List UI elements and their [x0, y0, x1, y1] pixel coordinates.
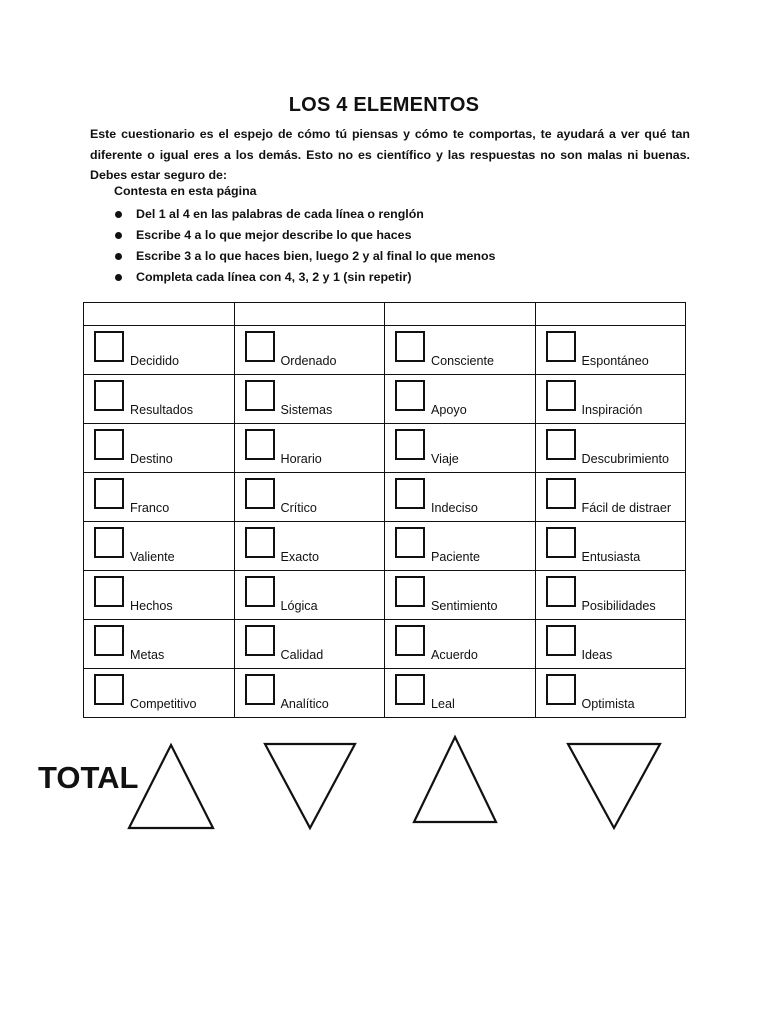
- answer-cell: [535, 620, 686, 669]
- answer-cell: [84, 473, 235, 522]
- word-label: Crítico: [280, 501, 317, 515]
- answer-box[interactable]: [245, 478, 275, 509]
- bullet-icon: [115, 232, 122, 239]
- answer-cell: [84, 522, 235, 571]
- word-label: Fácil de distraer: [581, 501, 672, 515]
- answer-cell: [234, 669, 385, 718]
- bullet-icon: [115, 274, 122, 281]
- elements-table: [83, 302, 686, 718]
- answer-box[interactable]: [546, 527, 576, 558]
- word-label: Calidad: [280, 648, 324, 662]
- answer-cell: [385, 620, 536, 669]
- table-row: [84, 571, 686, 620]
- answer-box[interactable]: [546, 625, 576, 656]
- bullet-icon: [115, 253, 122, 260]
- page-title: LOS 4 ELEMENTOS: [288, 94, 480, 116]
- answer-box[interactable]: [395, 576, 425, 607]
- table-row: [84, 669, 686, 718]
- table-row: [84, 473, 686, 522]
- word-label: Viaje: [431, 452, 459, 466]
- header-cell: [535, 303, 686, 326]
- word-label: Valiente: [130, 550, 175, 564]
- word-label: Entusiasta: [581, 550, 641, 564]
- answer-box[interactable]: [395, 331, 425, 362]
- answer-cell: [84, 424, 235, 473]
- table-row: [84, 522, 686, 571]
- word-label: Metas: [130, 648, 165, 662]
- answer-box[interactable]: [546, 380, 576, 411]
- word-label: Acuerdo: [431, 648, 478, 662]
- answer-cell: [84, 571, 235, 620]
- total-label: TOTAL: [38, 760, 139, 795]
- answer-cell: [234, 522, 385, 571]
- answer-box[interactable]: [245, 429, 275, 460]
- word-label: Decidido: [130, 354, 180, 368]
- answer-box[interactable]: [94, 674, 124, 705]
- instructions-subhead: Contesta en esta página: [114, 184, 257, 198]
- table-row: [84, 326, 686, 375]
- word-label: Optimista: [581, 697, 635, 711]
- answer-box[interactable]: [94, 331, 124, 362]
- answer-box[interactable]: [94, 380, 124, 411]
- instruction-item: Escribe 4 a lo que mejor describe lo que haces: [114, 225, 495, 246]
- triangle-up-icon: [410, 734, 500, 826]
- answer-box[interactable]: [245, 527, 275, 558]
- word-label: Sistemas: [280, 403, 333, 417]
- answer-cell: [84, 326, 235, 375]
- word-label: Ideas: [581, 648, 613, 662]
- answer-box[interactable]: [395, 625, 425, 656]
- table-header-row: [84, 303, 686, 326]
- answer-cell: [385, 424, 536, 473]
- answer-box[interactable]: [395, 527, 425, 558]
- answer-cell: [385, 326, 536, 375]
- instruction-item: Del 1 al 4 en las palabras de cada línea o renglón: [114, 204, 495, 225]
- answer-cell: [535, 669, 686, 718]
- answer-box[interactable]: [546, 429, 576, 460]
- answer-cell: [234, 571, 385, 620]
- answer-box[interactable]: [94, 429, 124, 460]
- instructions-list: [114, 204, 495, 288]
- word-label: Resultados: [130, 403, 194, 417]
- header-cell: [385, 303, 536, 326]
- answer-cell: [535, 473, 686, 522]
- word-label: Sentimiento: [431, 599, 498, 613]
- answer-cell: [385, 571, 536, 620]
- intro-paragraph: Este cuestionario es el espejo de cómo tú piensas y cómo te comportas, te ayudará a ver qué tan diferente o igual eres a los demás. Esto no es científico y las respuestas no son malas ni buenas. Debes estar seguro de:: [90, 127, 690, 182]
- answer-cell: [234, 620, 385, 669]
- answer-cell: [535, 326, 686, 375]
- table-body: [84, 326, 686, 718]
- answer-box[interactable]: [546, 674, 576, 705]
- word-label: Lógica: [280, 599, 318, 613]
- word-label: Competitivo: [130, 697, 197, 711]
- answer-box[interactable]: [546, 331, 576, 362]
- answer-box[interactable]: [245, 380, 275, 411]
- answer-box[interactable]: [245, 625, 275, 656]
- answer-cell: [535, 424, 686, 473]
- answer-cell: [385, 375, 536, 424]
- table-row: [84, 620, 686, 669]
- answer-box[interactable]: [395, 429, 425, 460]
- word-label: Consciente: [431, 354, 495, 368]
- answer-cell: [535, 522, 686, 571]
- word-label: Inspiración: [581, 403, 643, 417]
- word-label: Horario: [280, 452, 322, 466]
- answer-cell: [385, 522, 536, 571]
- word-label: Franco: [130, 501, 170, 515]
- table-row: [84, 375, 686, 424]
- answer-box[interactable]: [245, 674, 275, 705]
- word-label: Paciente: [431, 550, 481, 564]
- word-label: Indeciso: [431, 501, 478, 515]
- header-cell: [234, 303, 385, 326]
- word-label: Descubrimiento: [581, 452, 669, 466]
- word-label: Exacto: [280, 550, 320, 564]
- answer-cell: [535, 375, 686, 424]
- word-label: Analítico: [280, 697, 329, 711]
- word-label: Posibilidades: [581, 599, 656, 613]
- answer-cell: [84, 375, 235, 424]
- word-label: Ordenado: [280, 354, 337, 368]
- word-label: Destino: [130, 452, 173, 466]
- answer-box[interactable]: [94, 625, 124, 656]
- answer-box[interactable]: [546, 576, 576, 607]
- instruction-item: Completa cada línea con 4, 3, 2 y 1 (sin repetir): [114, 267, 495, 288]
- answer-box[interactable]: [94, 527, 124, 558]
- word-label: Hechos: [130, 599, 173, 613]
- answer-cell: [234, 375, 385, 424]
- answer-box[interactable]: [94, 576, 124, 607]
- word-label: Leal: [431, 697, 455, 711]
- answer-box[interactable]: [94, 478, 124, 509]
- answer-cell: [234, 326, 385, 375]
- triangle-up-icon: [125, 742, 217, 832]
- word-label: Apoyo: [431, 403, 467, 417]
- answer-cell: [385, 473, 536, 522]
- bullet-icon: [115, 211, 122, 218]
- word-label: Espontáneo: [581, 354, 649, 368]
- triangle-down-icon: [262, 740, 358, 832]
- answer-cell: [234, 424, 385, 473]
- table-row: [84, 424, 686, 473]
- answer-box[interactable]: [245, 576, 275, 607]
- answer-cell: [535, 571, 686, 620]
- answer-box[interactable]: [395, 380, 425, 411]
- triangle-down-icon: [565, 740, 663, 832]
- answer-cell: [385, 669, 536, 718]
- answer-box[interactable]: [395, 478, 425, 509]
- answer-box[interactable]: [395, 674, 425, 705]
- instruction-item: Escribe 3 a lo que haces bien, luego 2 y al final lo que menos: [114, 246, 495, 267]
- header-cell: [84, 303, 235, 326]
- answer-box[interactable]: [245, 331, 275, 362]
- answer-cell: [84, 620, 235, 669]
- answer-cell: [234, 473, 385, 522]
- answer-cell: [84, 669, 235, 718]
- answer-box[interactable]: [546, 478, 576, 509]
